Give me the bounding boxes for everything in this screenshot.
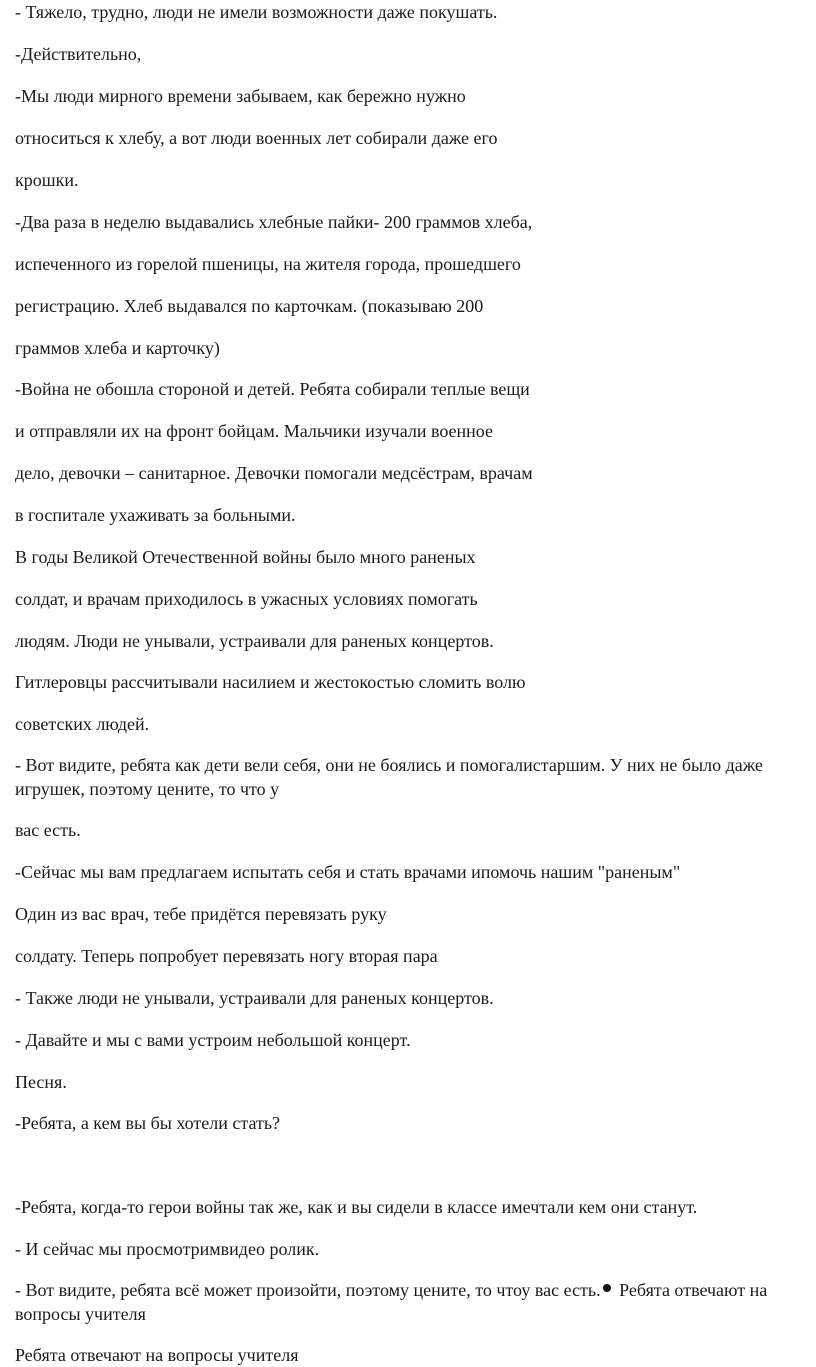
text-line: вас есть. — [15, 820, 81, 840]
bullet-icon — [603, 1284, 611, 1292]
text-paragraph — [15, 1278, 805, 1326]
text-line: - Давайте и мы с вами устроим небольшой концерт. — [15, 1030, 411, 1050]
text-line: солдат, и врачам приходилось в ужасных условиях помогать — [15, 589, 478, 609]
text-paragraph: - Вот видите, ребята как дети вели себя, они не боялись и помогалистаршим. У них не было даже игрушек, поэтому цените, то что у — [15, 755, 763, 799]
text-line-cut-off: Ребята отвечают на вопросы учителя — [15, 1345, 299, 1365]
text-line: Один из вас врач, тебе придётся перевязать руку — [15, 904, 387, 924]
text-line: - И сейчас мы просмотримвидео ролик. — [15, 1239, 320, 1259]
text-line: -Ребята, когда-то герои войны так же, как и вы сидели в классе имечтали кем они станут. — [15, 1197, 698, 1217]
text-line: в госпитале ухаживать за больными. — [15, 505, 296, 525]
text-line: - Также люди не унывали, устраивали для раненых концертов. — [15, 988, 494, 1008]
text-line: В годы Великой Отечественной войны было много раненых — [15, 547, 476, 567]
text-line: регистрацию. Хлеб выдавался по карточкам. (показываю 200 — [15, 296, 484, 316]
paragraph-text: - Вот видите, ребята всё может произойти, поэтому цените, то чтоу вас есть. — [15, 1280, 601, 1300]
text-line: -Действительно, — [15, 44, 142, 64]
text-line: -Мы люди мирного времени забываем, как бережно нужно — [15, 86, 466, 106]
text-line: Гитлеровцы рассчитывали насилием и жестокостью сломить волю — [15, 672, 526, 692]
text-line: людям. Люди не унывали, устраивали для раненых концертов. — [15, 631, 494, 651]
text-line: граммов хлеба и карточку) — [15, 338, 220, 358]
text-line: испеченного из горелой пшеницы, на жителя города, прошедшего — [15, 254, 521, 274]
text-line: относиться к хлебу, а вот люди военных лет собирали даже его — [15, 128, 498, 148]
paragraph-text-continued: Ребята отвечают на вопросы учителя — [15, 1280, 768, 1324]
text-line: советских людей. — [15, 714, 150, 734]
text-line: и отправляли их на фронт бойцам. Мальчики изучали военное — [15, 421, 494, 441]
text-line: -Ребята, а кем вы бы хотели стать? — [15, 1113, 281, 1133]
text-line: солдату. Теперь попробует перевязать ногу вторая пара — [15, 946, 438, 966]
text-line: -Сейчас мы вам предлагаем испытать себя и стать врачами ипомочь нашим "раненым" — [15, 862, 681, 882]
text-line: дело, девочки – санитарное. Девочки помогали медсёстрам, врачам — [15, 463, 533, 483]
text-line: Песня. — [15, 1072, 67, 1092]
text-line: -Два раза в неделю выдавались хлебные пайки- 200 граммов хлеба, — [15, 212, 533, 232]
text-line: крошки. — [15, 170, 79, 190]
text-line: -Война не обошла стороной и детей. Ребята собирали теплые вещи — [15, 379, 530, 399]
text-line: - Тяжело, трудно, люди не имели возможности даже покушать. — [15, 2, 498, 22]
